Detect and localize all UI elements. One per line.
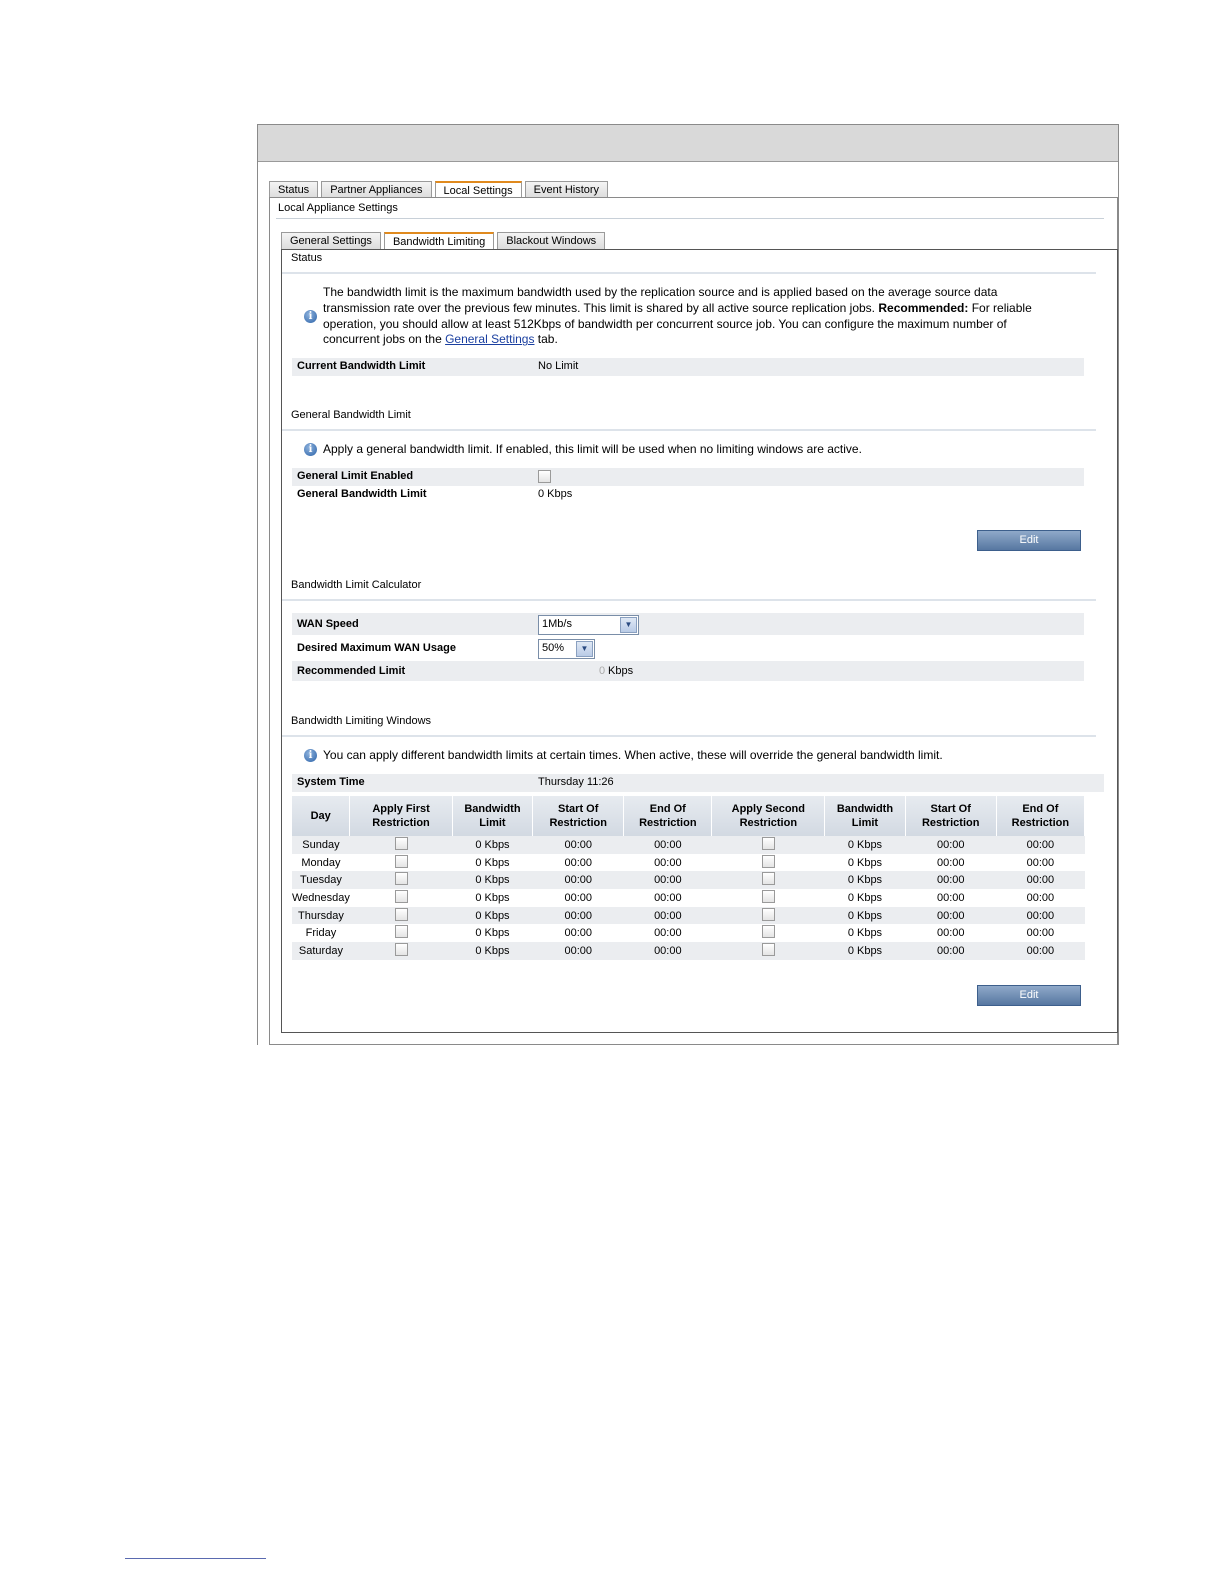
apply-first-checkbox[interactable] — [395, 837, 408, 850]
bandwidth-limit-2-cell: 0 Kbps — [825, 871, 906, 889]
end-restriction-1-cell: 00:00 — [624, 907, 712, 925]
general-edit-button[interactable]: Edit — [977, 530, 1081, 551]
start-restriction-1-cell: 00:00 — [533, 871, 624, 889]
table-row — [292, 854, 1085, 872]
general-bandwidth-label: General Bandwidth Limit — [297, 488, 427, 500]
general-limit-enabled-label: General Limit Enabled — [297, 470, 414, 482]
footnote-rule — [125, 1558, 266, 1559]
column-header: Bandwidth Limit — [452, 796, 533, 836]
table-header — [292, 796, 1085, 836]
recommended-limit-unit: Kbps — [608, 665, 634, 677]
column-header: End Of Restriction — [996, 796, 1084, 836]
info-icon: i — [304, 310, 317, 323]
recommended-limit-label: Recommended Limit — [297, 665, 406, 677]
wan-speed-select[interactable] — [538, 615, 639, 635]
end-restriction-2-cell: 00:00 — [996, 836, 1084, 854]
start-restriction-2-cell: 00:00 — [905, 907, 996, 925]
day-cell: Saturday — [292, 942, 350, 960]
divider — [282, 599, 1096, 601]
start-restriction-2-cell: 00:00 — [905, 854, 996, 872]
day-cell: Monday — [292, 854, 350, 872]
tab-event-history[interactable]: Event History — [525, 181, 608, 198]
end-restriction-2-cell: 00:00 — [996, 854, 1084, 872]
column-header: Apply Second Restriction — [712, 796, 825, 836]
wan-speed-value: 1Mb/s — [542, 618, 572, 630]
apply-second-checkbox[interactable] — [762, 837, 775, 850]
divider — [276, 218, 1104, 219]
info-icon: i — [304, 443, 317, 456]
apply-first-checkbox[interactable] — [395, 855, 408, 868]
apply-second-checkbox[interactable] — [762, 925, 775, 938]
end-restriction-1-cell: 00:00 — [624, 889, 712, 907]
general-limit-enabled-row — [292, 468, 1084, 486]
system-time-label: System Time — [297, 776, 365, 788]
calculator-section-title: Bandwidth Limit Calculator — [291, 579, 422, 591]
bandwidth-limit-2-cell: 0 Kbps — [825, 889, 906, 907]
apply-first-checkbox[interactable] — [395, 925, 408, 938]
panel-title: Local Appliance Settings — [278, 202, 398, 214]
column-header: Start Of Restriction — [533, 796, 624, 836]
table-row — [292, 889, 1085, 907]
chevron-down-icon: ▼ — [576, 641, 593, 657]
wan-speed-row — [292, 613, 1084, 635]
apply-second-checkbox[interactable] — [762, 908, 775, 921]
bandwidth-limit-1-cell: 0 Kbps — [452, 907, 533, 925]
general-info-text: Apply a general bandwidth limit. If enabled, this limit will be used when no limiting windows are active. — [323, 442, 862, 456]
bandwidth-limit-2-cell: 0 Kbps — [825, 924, 906, 942]
status-info-text: The bandwidth limit is the maximum bandwidth used by the replication source and is applied based on the average source data transmission rate over the previous few minutes. This limit is shared by all active source replication jobs. Recommended: For reliable operation, you should allow at least 512Kbps of bandwidth per concurrent source job. You can configure the maximum number of concurrent jobs on the General Settings tab. — [323, 285, 1032, 347]
apply-second-checkbox[interactable] — [762, 943, 775, 956]
bandwidth-limiting-panel — [281, 249, 1118, 1033]
tab-general-settings[interactable]: General Settings — [281, 232, 381, 249]
start-restriction-2-cell: 00:00 — [905, 924, 996, 942]
local-settings-panel — [269, 197, 1118, 1045]
column-header: End Of Restriction — [624, 796, 712, 836]
bandwidth-limit-1-cell: 0 Kbps — [452, 854, 533, 872]
end-restriction-2-cell: 00:00 — [996, 924, 1084, 942]
status-section-title: Status — [291, 252, 323, 264]
bandwidth-limit-2-cell: 0 Kbps — [825, 854, 906, 872]
start-restriction-1-cell: 00:00 — [533, 907, 624, 925]
table-row — [292, 836, 1085, 854]
end-restriction-2-cell: 00:00 — [996, 942, 1084, 960]
apply-second-checkbox[interactable] — [762, 855, 775, 868]
tab-blackout-windows[interactable]: Blackout Windows — [497, 232, 605, 249]
recommended-limit-row — [292, 661, 1084, 681]
end-restriction-1-cell: 00:00 — [624, 836, 712, 854]
end-restriction-2-cell: 00:00 — [996, 907, 1084, 925]
tab-local-settings[interactable]: Local Settings — [435, 181, 522, 200]
divider — [282, 735, 1096, 737]
table-row — [292, 924, 1085, 942]
recommended-limit-value: 0 — [599, 665, 606, 677]
tab-partner-appliances[interactable]: Partner Appliances — [321, 181, 431, 198]
column-header: Apply First Restriction — [350, 796, 452, 836]
start-restriction-2-cell: 00:00 — [905, 889, 996, 907]
chevron-down-icon: ▼ — [620, 617, 637, 633]
day-cell: Wednesday — [292, 889, 350, 907]
general-section-title: General Bandwidth Limit — [291, 409, 411, 421]
start-restriction-1-cell: 00:00 — [533, 836, 624, 854]
divider — [282, 429, 1096, 431]
start-restriction-1-cell: 00:00 — [533, 854, 624, 872]
general-bandwidth-value: 0 Kbps — [538, 488, 573, 500]
app-window — [257, 124, 1119, 1045]
bandwidth-limit-2-cell: 0 Kbps — [825, 836, 906, 854]
windows-section-title: Bandwidth Limiting Windows — [291, 715, 432, 727]
start-restriction-1-cell: 00:00 — [533, 942, 624, 960]
start-restriction-2-cell: 00:00 — [905, 836, 996, 854]
day-cell: Sunday — [292, 836, 350, 854]
column-header: Bandwidth Limit — [825, 796, 906, 836]
bandwidth-limit-1-cell: 0 Kbps — [452, 889, 533, 907]
day-cell: Tuesday — [292, 871, 350, 889]
wan-usage-row — [292, 637, 1084, 659]
table-row — [292, 907, 1085, 925]
system-time-value: Thursday 11:26 — [538, 776, 614, 788]
apply-second-checkbox[interactable] — [762, 890, 775, 903]
general-limit-enabled-checkbox[interactable] — [538, 470, 551, 483]
bandwidth-limit-1-cell: 0 Kbps — [452, 836, 533, 854]
bandwidth-limit-2-cell: 0 Kbps — [825, 907, 906, 925]
current-bandwidth-value: No Limit — [538, 360, 579, 372]
info-icon: i — [304, 749, 317, 762]
start-restriction-1-cell: 00:00 — [533, 889, 624, 907]
divider — [282, 272, 1096, 274]
apply-second-checkbox[interactable] — [762, 872, 775, 885]
end-restriction-1-cell: 00:00 — [624, 942, 712, 960]
apply-first-checkbox[interactable] — [395, 908, 408, 921]
windows-info-text: You can apply different bandwidth limits at certain times. When active, these will override the general bandwidth limit. — [323, 748, 943, 762]
system-time-row — [292, 774, 1104, 792]
bandwidth-limit-2-cell: 0 Kbps — [825, 942, 906, 960]
apply-first-checkbox[interactable] — [395, 872, 408, 885]
end-restriction-2-cell: 00:00 — [996, 889, 1084, 907]
wan-usage-value: 50% — [542, 642, 565, 654]
wan-usage-select[interactable] — [538, 639, 595, 659]
end-restriction-2-cell: 00:00 — [996, 871, 1084, 889]
apply-first-checkbox[interactable] — [395, 890, 408, 903]
table-row — [292, 871, 1085, 889]
end-restriction-1-cell: 00:00 — [624, 924, 712, 942]
column-header: Day — [292, 796, 350, 836]
bandwidth-limit-1-cell: 0 Kbps — [452, 871, 533, 889]
end-restriction-1-cell: 00:00 — [624, 854, 712, 872]
column-header: Start Of Restriction — [905, 796, 996, 836]
tab-status[interactable]: Status — [269, 181, 318, 198]
tab-bandwidth-limiting[interactable]: Bandwidth Limiting — [384, 232, 494, 251]
bandwidth-limit-1-cell: 0 Kbps — [452, 942, 533, 960]
wan-speed-label: WAN Speed — [297, 618, 359, 630]
start-restriction-2-cell: 00:00 — [905, 871, 996, 889]
title-bar — [258, 125, 1118, 162]
general-settings-link[interactable]: General Settings — [445, 332, 535, 347]
bandwidth-limit-1-cell: 0 Kbps — [452, 924, 533, 942]
start-restriction-1-cell: 00:00 — [533, 924, 624, 942]
day-cell: Thursday — [292, 907, 350, 925]
start-restriction-2-cell: 00:00 — [905, 942, 996, 960]
wan-usage-label: Desired Maximum WAN Usage — [297, 642, 456, 654]
apply-first-checkbox[interactable] — [395, 943, 408, 956]
general-bandwidth-row — [292, 486, 1084, 504]
end-restriction-1-cell: 00:00 — [624, 871, 712, 889]
windows-edit-button[interactable]: Edit — [977, 985, 1081, 1006]
day-cell: Friday — [292, 924, 350, 942]
table-row — [292, 942, 1085, 960]
current-bandwidth-label: Current Bandwidth Limit — [297, 360, 426, 372]
windows-table — [292, 796, 1085, 960]
current-bandwidth-row — [292, 358, 1084, 376]
